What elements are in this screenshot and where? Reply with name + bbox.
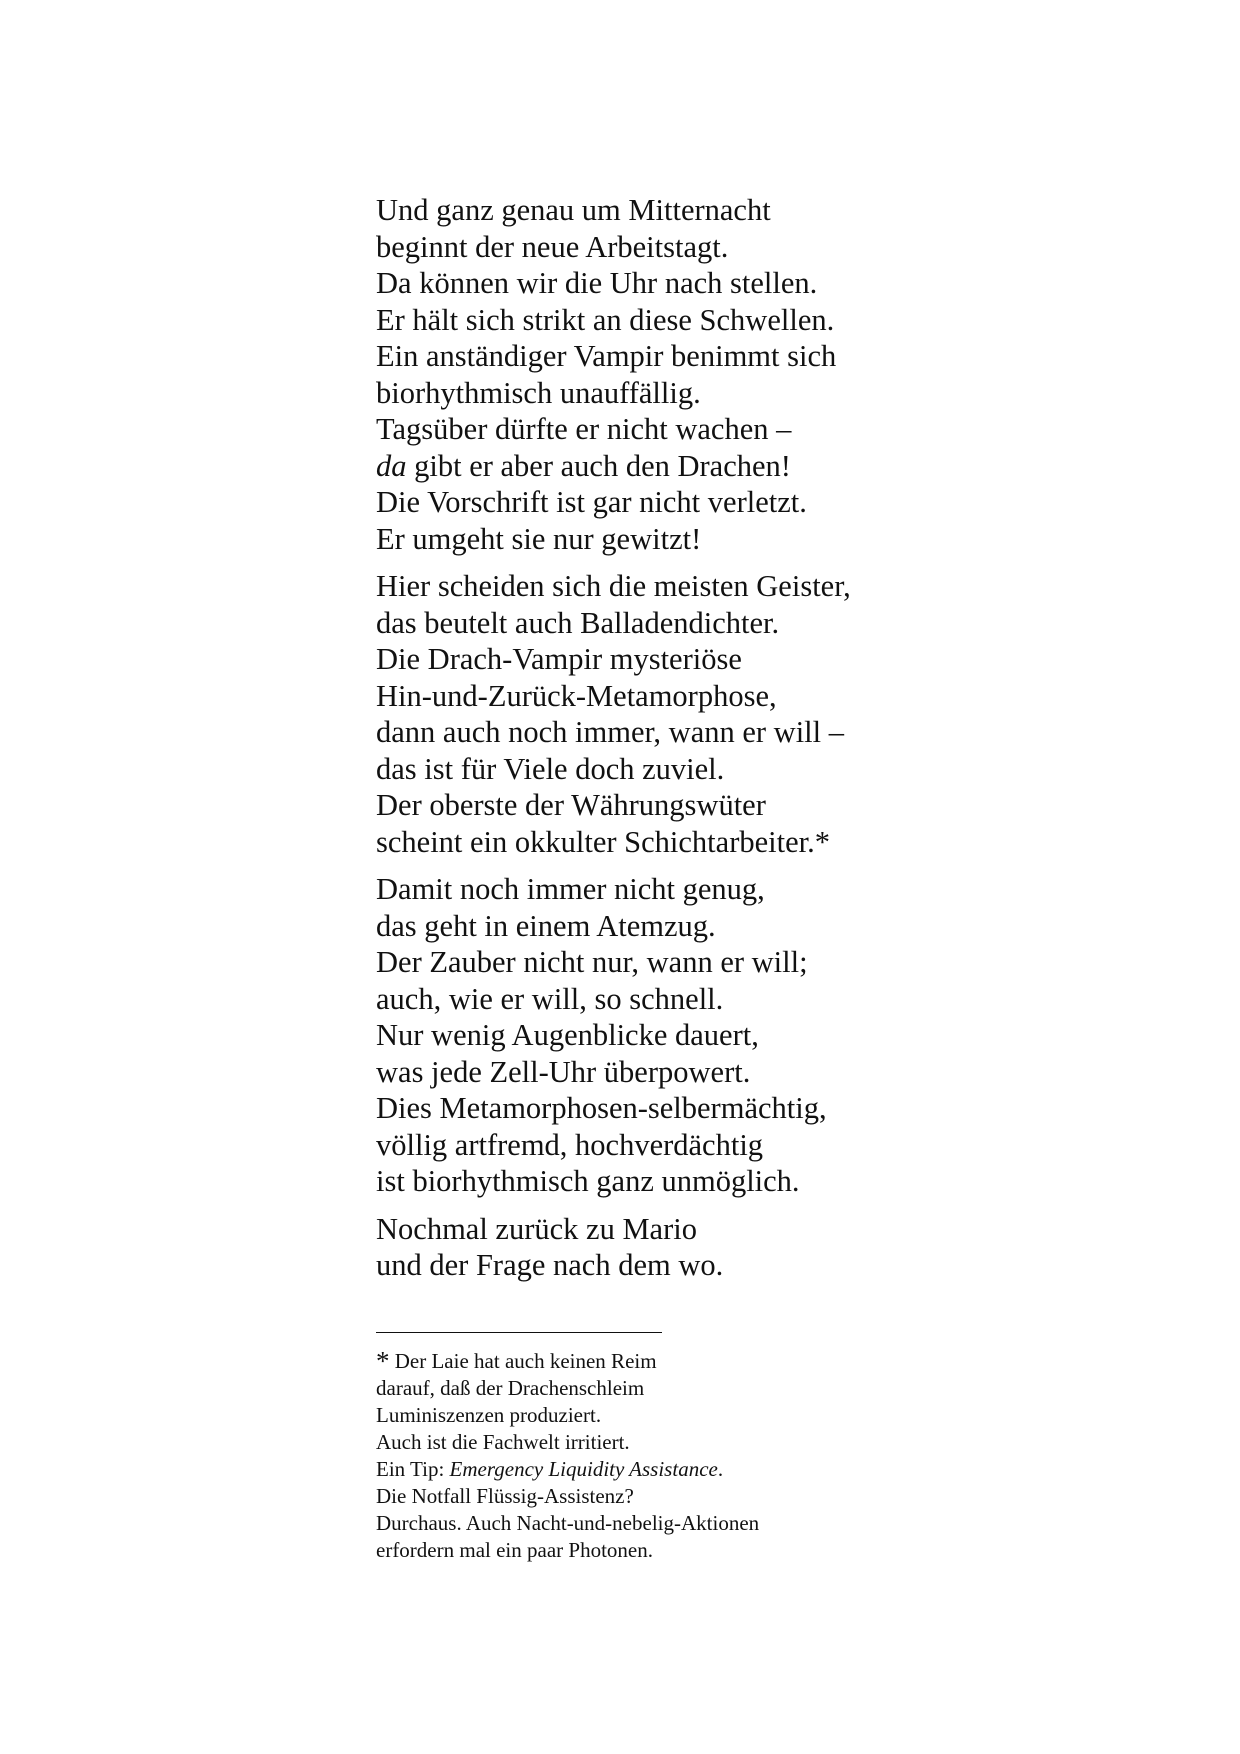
poem-line: dann auch noch immer, wann er will – — [376, 715, 844, 749]
poem-line: Er hält sich strikt an diese Schwellen. — [376, 302, 835, 337]
poem-line: Er umgeht sie nur gewitzt! — [376, 521, 702, 556]
poem-line: Die Vorschrift ist gar nicht verletzt. — [376, 485, 807, 519]
poem-line: Der Zauber nicht nur, wann er will; — [376, 945, 808, 979]
poem-line: Hin-und-Zurück-Metamorphose, — [376, 678, 777, 713]
stanza-1 — [376, 192, 1196, 557]
poem-line: das beutelt auch Balladendichter. — [376, 605, 780, 640]
poem-line: das ist für Viele doch zuviel. — [376, 751, 725, 786]
footnote-line: Durchaus. Auch Nacht-und-nebelig-Aktionen — [376, 1511, 760, 1535]
poem-line: Und ganz genau um Mitternacht — [376, 193, 771, 227]
footnote-line: erfordern mal ein paar Photonen. — [376, 1538, 653, 1562]
poem-line: biorhythmisch unauffällig. — [376, 375, 701, 410]
footnote-line: Luminiszenzen produziert. — [376, 1403, 602, 1427]
stanza-2 — [376, 568, 1196, 860]
poem-line: Nochmal zurück zu Mario — [376, 1211, 697, 1246]
poem-line: und der Frage nach dem wo. — [376, 1248, 724, 1282]
stanza-3 — [376, 871, 1196, 1200]
poem-line: beginnt der neue Arbeitstagt. — [376, 229, 729, 264]
poem-line: Nur wenig Augenblicke dauert, — [376, 1018, 759, 1052]
poem-line: Der oberste der Währungswüter — [376, 788, 766, 822]
emphasis: Emergency Liquidity Assistance — [449, 1457, 718, 1481]
poem-line: Da können wir die Uhr nach stellen. — [376, 266, 818, 300]
poem-line: auch, wie er will, so schnell. — [376, 981, 724, 1016]
poem-line: das geht in einem Atemzug. — [376, 908, 716, 943]
poem-line: da gibt er aber auch den Drachen! — [376, 448, 791, 483]
footnote-first-line — [376, 1348, 1176, 1375]
poem-line: Damit noch immer nicht genug, — [376, 872, 765, 906]
footnote-line: Die Notfall Flüssig-Assistenz? — [376, 1484, 634, 1508]
poem-line: Tagsüber dürfte er nicht wachen – — [376, 412, 792, 446]
poem-line: Die Drach-Vampir mysteriöse — [376, 642, 742, 676]
poem-line: Dies Metamorphosen-selbermächtig, — [376, 1091, 827, 1125]
footnote-line: Auch ist die Fachwelt irritiert. — [376, 1430, 630, 1454]
poem-line: völlig artfremd, hochverdächtig — [376, 1127, 764, 1162]
footnote-line: Der Laie hat auch keinen Reim — [394, 1349, 657, 1373]
poem-line: was jede Zell-Uhr überpowert. — [376, 1054, 751, 1089]
stanza-4 — [376, 1211, 1196, 1284]
emphasis: da — [376, 448, 407, 483]
poem-line: scheint ein okkulter Schichtarbeiter.* — [376, 824, 830, 859]
footnote-line: Ein Tip: Emergency Liquidity Assistance. — [376, 1457, 724, 1481]
footnote-marker: * — [376, 1346, 390, 1376]
poem-line: Ein anständiger Vampir benimmt sich — [376, 339, 837, 373]
poem-line: ist biorhythmisch ganz unmöglich. — [376, 1164, 800, 1198]
poem — [376, 192, 1196, 1295]
footnote-line: darauf, daß der Drachenschleim — [376, 1376, 645, 1400]
footnote-separator — [376, 1332, 662, 1333]
poem-line: Hier scheiden sich die meisten Geister, — [376, 569, 851, 603]
footnote — [376, 1348, 1176, 1564]
